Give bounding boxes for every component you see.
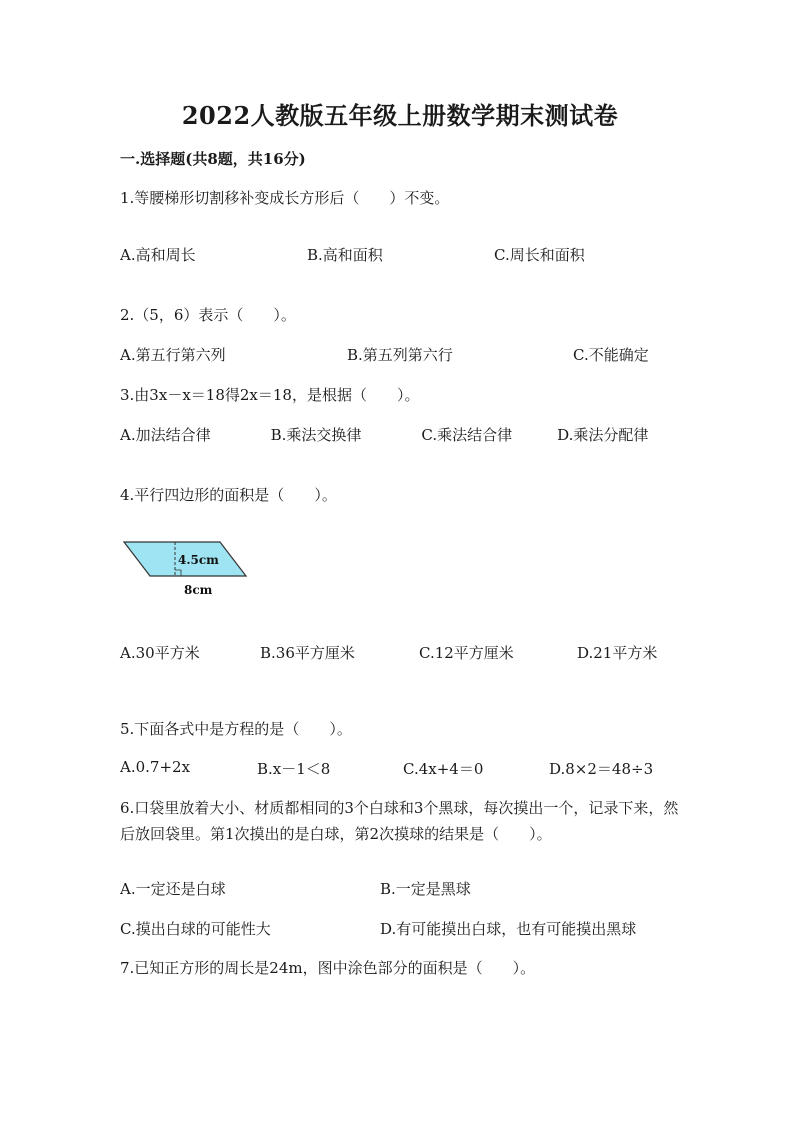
page-title: 2022人教版五年级上册数学期末测试卷 (181, 101, 619, 130)
q4-option-b: B.36平方厘米 (260, 644, 355, 662)
q5-option-a: A.0.7+2x (120, 758, 191, 776)
q1-option-b: B.高和面积 (307, 246, 383, 264)
q4-option-a: A.30平方米 (120, 644, 200, 662)
q1-option-c: C.周长和面积 (494, 246, 585, 264)
q5-option-b: B.x－1＜8 (257, 760, 331, 778)
base-label: 8cm (184, 583, 213, 597)
q2-option-b: B.第五列第六行 (347, 346, 453, 364)
q4-option-d: D.21平方米 (577, 644, 658, 662)
q6-option-d: D.有可能摸出白球，也有可能摸出黑球 (380, 920, 637, 938)
q5-option-c: C.4x+4＝0 (403, 760, 484, 778)
q1-option-a: A.高和周长 (120, 246, 196, 264)
question-3: 3.由3x－x＝18得2x＝18，是根据（ ）。 (120, 386, 420, 404)
q5-option-d: D.8×2＝48÷3 (549, 760, 654, 778)
q6-option-b: B.一定是黑球 (380, 880, 471, 898)
question-5: 5.下面各式中是方程的是（ ）。 (120, 720, 352, 738)
q2-option-a: A.第五行第六列 (120, 346, 226, 364)
q6-option-a: A.一定还是白球 (120, 880, 226, 898)
section-heading: 一.选择题(共8题，共16分) (120, 150, 306, 168)
question-6: 6.口袋里放着大小、材质都相同的3个白球和3个黑球，每次摸出一个，记录下来，然后放回袋里。第1次摸出的是白球，第2次摸球的结果是（ ）。 (120, 799, 679, 843)
question-1: 1.等腰梯形切割移补变成长方形后（ ）不变。 (120, 189, 450, 207)
height-label: 4.5cm (178, 553, 219, 567)
question-4: 4.平行四边形的面积是（ ）。 (120, 486, 337, 504)
q4-option-c: C.12平方厘米 (419, 644, 514, 662)
q2-option-c: C.不能确定 (573, 346, 649, 364)
parallelogram-figure (120, 538, 260, 602)
q6-option-c: C.摸出白球的可能性大 (120, 920, 271, 938)
question-2: 2.（5，6）表示（ ）。 (120, 306, 296, 324)
q3-options: A.加法结合律 B.乘法交换律 C.乘法结合律 D.乘法分配律 (120, 426, 649, 444)
question-7: 7.已知正方形的周长是24m，图中涂色部分的面积是（ ）。 (120, 959, 536, 977)
